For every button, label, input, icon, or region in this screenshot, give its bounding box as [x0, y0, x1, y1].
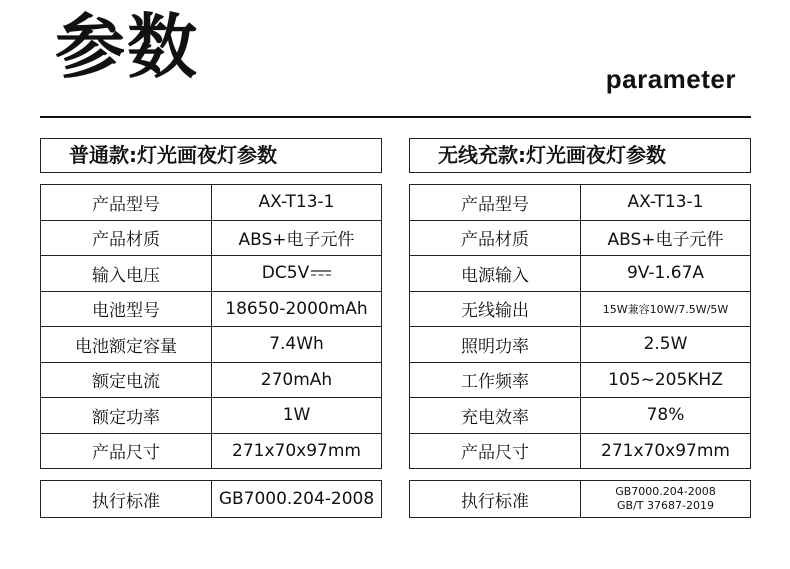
row-value	[212, 256, 382, 292]
table-row	[410, 327, 751, 363]
row-value: AX-T13-1	[212, 185, 382, 221]
row-value: ABS+电子元件	[212, 220, 382, 256]
row-label: 产品材质	[41, 220, 212, 256]
dc-symbol-icon	[311, 269, 331, 277]
row-label: 电池型号	[41, 291, 212, 327]
row-value: 7.4Wh	[212, 327, 382, 363]
divider	[40, 116, 751, 118]
right-panel-heading: 无线充款:灯光画夜灯参数	[409, 138, 751, 173]
right-spec-table	[409, 184, 751, 469]
table-row	[410, 220, 751, 256]
table-row	[410, 481, 751, 518]
row-value: AX-T13-1	[581, 185, 751, 221]
table-row	[41, 256, 382, 292]
row-label: 产品型号	[41, 185, 212, 221]
row-label: 输入电压	[41, 256, 212, 292]
standard-value	[581, 481, 751, 518]
standard-value: GB7000.204-2008	[212, 481, 382, 518]
row-label: 产品尺寸	[410, 433, 581, 469]
row-value: 270mAh	[212, 362, 382, 398]
table-row	[410, 362, 751, 398]
standard-label: 执行标准	[410, 481, 581, 518]
table-row	[41, 362, 382, 398]
row-label: 电源输入	[410, 256, 581, 292]
standard-label: 执行标准	[41, 481, 212, 518]
table-row	[41, 291, 382, 327]
row-label: 额定功率	[41, 398, 212, 434]
voltage-value: DC5V	[261, 263, 310, 284]
table-row	[41, 433, 382, 469]
left-spec-table	[40, 184, 382, 469]
row-value: ABS+电子元件	[581, 220, 751, 256]
row-value: 1W	[212, 398, 382, 434]
row-label: 照明功率	[410, 327, 581, 363]
row-value: 105~205KHZ	[581, 362, 751, 398]
row-value: 18650-2000mAh	[212, 291, 382, 327]
row-value: 9V-1.67A	[581, 256, 751, 292]
table-row	[410, 256, 751, 292]
row-label: 电池额定容量	[41, 327, 212, 363]
row-label: 产品材质	[410, 220, 581, 256]
left-panel-heading: 普通款:灯光画夜灯参数	[40, 138, 382, 173]
left-standard-table	[40, 480, 382, 518]
row-label: 充电效率	[410, 398, 581, 434]
page-subtitle: parameter	[605, 64, 736, 94]
row-value: 78%	[581, 398, 751, 434]
row-label: 无线输出	[410, 291, 581, 327]
row-label: 工作频率	[410, 362, 581, 398]
standard-value-line-2: GB/T 37687-2019	[617, 499, 714, 512]
table-row	[410, 291, 751, 327]
standard-value-line-1: GB7000.204-2008	[615, 485, 716, 498]
row-value: 2.5W	[581, 327, 751, 363]
page-title: 参数	[55, 6, 199, 88]
table-row	[41, 398, 382, 434]
row-value: 271x70x97mm	[581, 433, 751, 469]
table-row	[41, 481, 382, 518]
row-value: 15W兼容10W/7.5W/5W	[581, 291, 751, 327]
right-standard-table	[409, 480, 751, 518]
table-row	[410, 185, 751, 221]
table-row	[41, 327, 382, 363]
row-label: 产品尺寸	[41, 433, 212, 469]
row-label: 产品型号	[410, 185, 581, 221]
row-value: 271x70x97mm	[212, 433, 382, 469]
table-row	[41, 185, 382, 221]
table-row	[410, 433, 751, 469]
table-row	[410, 398, 751, 434]
row-label: 额定电流	[41, 362, 212, 398]
table-row	[41, 220, 382, 256]
